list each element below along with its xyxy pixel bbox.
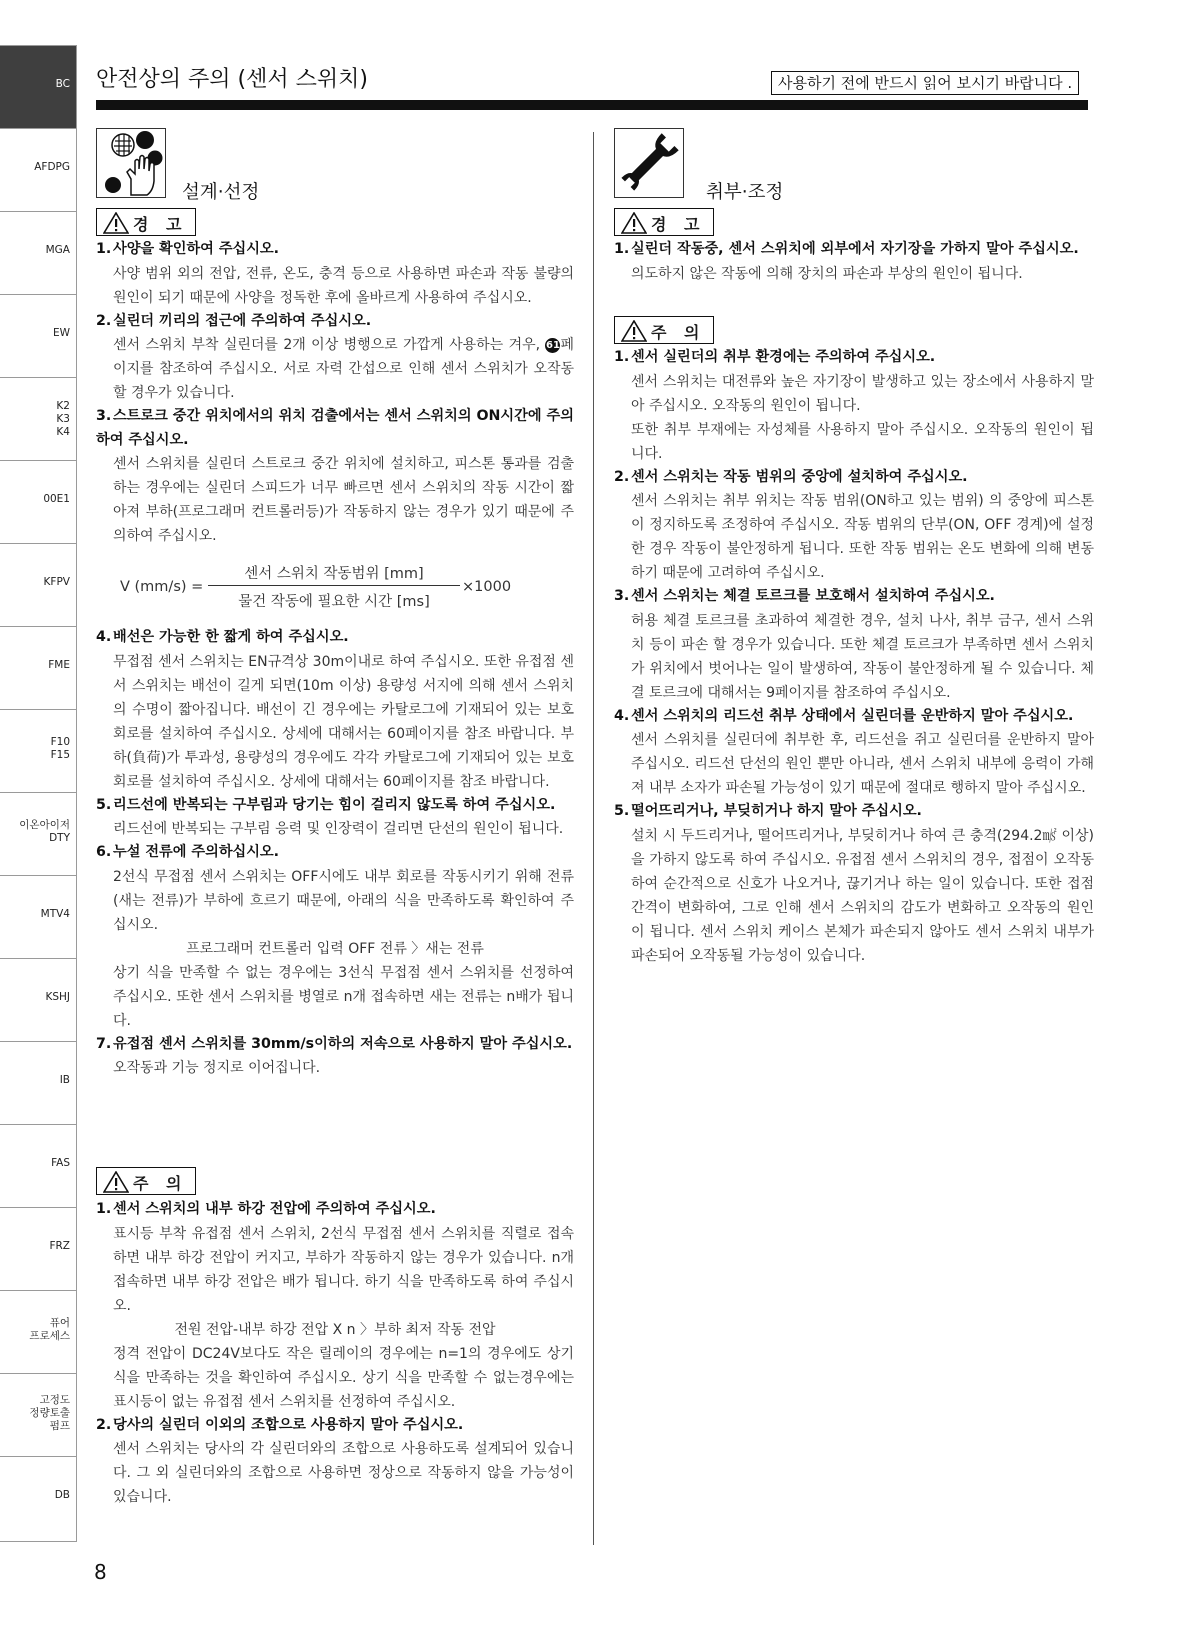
side-tab-kshj[interactable]: KSHJ (0, 958, 77, 1043)
read-before-use-notice: 사용하기 전에 반드시 읽어 보시기 바랍니다 . (771, 71, 1079, 95)
side-tab-ionizer-dty[interactable]: 이온아이저 DTY (0, 792, 77, 877)
page-title: 안전상의 주의 (센서 스위치) (96, 67, 368, 92)
caution-badge: 주 의 (96, 1167, 196, 1195)
caution-item: 5. 떨어뜨리거나, 부딪히거나 하지 말아 주십시오. 설치 시 두드리거나, 떨어뜨리거나, 부딪히거나 하여 큰 충격(294.2㎨ 이상)을 가하지 않도록 하여 주십시오. 유접점 센서 스위치의 경우, 접점이 오작동하여 순간적으로 신호가 나오거나, 끊기거나 하는 일이 있습니다. 또한 접점 간격이 변화하여, 그로 인해 센서 스위치의 감도가 변화하고 오작동의 원인이 됩니다. 센서 스위치 케이스 본체가 파손되지 않아도 센서 스위치 내부가 파손되어 오작동될 가능성이 있습니다. (614, 803, 1094, 964)
caution-item: 1. 센서 스위치의 내부 하강 전압에 주의하여 주십시오. 표시등 부착 유접점 센서 스위치, 2선식 무접점 센서 스위치를 직렬로 접속하면 내부 하강 전압이 커지고, 부하가 작동하지 않는 경우가 있습니다. n개 접속하면 내부 하강 전압은 배가 됩니다. 하기 식을 만족하도록 하여 주십시오. 전원 전압-내부 하강 전압 X n 〉부하 최저 작동 전압 정격 전압이 DC24V보다도 작은 릴레이의 경우에는 n=1의 경우에도 상기 식을 만족하는 것을 확인하여 주십시오. 상기 식을 만족할 수 없는경우에는 표시등이 없는 유접점 센서 스위치를 선정하여 주십시오. (96, 1201, 574, 1410)
side-tab-bc[interactable]: BC (0, 45, 77, 130)
side-tab-mga[interactable]: MGA (0, 211, 77, 296)
formula-numerator: 센서 스위치 작동범위 [mm] (244, 566, 424, 582)
fraction-bar (208, 585, 460, 586)
page-number: 8 (94, 1560, 107, 1584)
side-tab-dispense-pump[interactable]: 고정도 정량토출 펌프 (0, 1373, 77, 1458)
formula-multiplier: ×1000 (462, 579, 512, 595)
title-rule (96, 100, 1088, 110)
column-divider (593, 132, 594, 1545)
caution-item: 2. 센서 스위치는 작동 범위의 중앙에 설치하여 주십시오. 센서 스위치는 취부 위치는 작동 범위(ON하고 있는 범위) 의 중앙에 피스톤이 정지하도록 조정하여 주십시오. 작동 범위의 단부(ON, OFF 경계)에 설정한 경우 작동이 불안정하게 됩니다. 또한 작동 범위는 온도 변화에 의해 변동하기 때문에 고려하여 주십시오. (614, 468, 1094, 581)
warning-badge: 경 고 (96, 208, 196, 236)
caution-triangle-icon (103, 1171, 129, 1193)
side-tab-pure-process[interactable]: 퓨어 프로세스 (0, 1290, 77, 1375)
wrench-icon (614, 128, 684, 198)
side-tab-db[interactable]: DB (0, 1456, 77, 1542)
caution-item: 1. 센서 실린더의 취부 환경에는 주의하여 주십시오. 센서 스위치는 대전류와 높은 자기장이 발생하고 있는 장소에서 사용하지 말아 주십시오. 오작동의 원인이 됩니다. 또한 취부 부재에는 자성체를 사용하지 말아 주십시오. 오작동의 원인이 됩니다. (614, 349, 1094, 462)
side-index-tabs (0, 45, 77, 1547)
warning-item: 6. 누설 전류에 주의하십시오. 2선식 무접점 센서 스위치는 OFF시에도 내부 회로를 작동시키기 위해 전류(새는 전류)가 부하에 흐르기 때문에, 아래의 식을 만족하도록 확인하여 주십시오. 프로그래머 컨트롤러 입력 OFF 전류 〉새는 전류 상기 식을 만족할 수 없는 경우에는 3선식 무접점 센서 스위치를 선정하여 주십시오. 또한 센서 스위치를 병열로 n개 접속하면 새는 전류는 n배가 됩니다. (96, 844, 574, 1029)
caution-item: 4. 센서 스위치의 리드선 취부 상태에서 실린더를 운반하지 말아 주십시오. 센서 스위치를 실린더에 취부한 후, 리드선을 쥐고 실린더를 운반하지 말아 주십시오. 리드선 단선의 원인 뿐만 아니라, 센서 스위치 내부에 응력이 가해져 내부 소자가 파손될 가능성이 있기 때문에 절대로 행하지 말아 주십시오. (614, 707, 1094, 796)
voltage-drop-formula: 전원 전압-내부 하강 전압 X n 〉부하 최저 작동 전압 (174, 1321, 496, 1338)
formula-lhs: V (mm/s) = (120, 579, 204, 595)
hand-selecting-icon (96, 128, 166, 198)
section-title-mounting-adjustment: 취부·조정 (706, 182, 784, 203)
design-warnings-list (96, 238, 574, 1080)
caution-badge: 주 의 (614, 316, 714, 344)
warning-item: 7. 유접점 센서 스위치를 30mm/s이하의 저속으로 사용하지 말아 주십시오. 오작동과 기능 정지로 이어집니다. (96, 1035, 573, 1076)
caution-item: 2. 당사의 실린더 이외의 조합으로 사용하지 말아 주십시오. 센서 스위치는 당사의 각 실린더와의 조합으로 사용하도록 설계되어 있습니다. 그 외 실린더와의 조합으로 사용하면 정상으로 작동하지 않을 가능성이 있습니다. (96, 1416, 574, 1505)
speed-formula (96, 560, 574, 620)
side-tab-k2-k3-k4[interactable]: K2 K3 K4 (0, 377, 77, 462)
design-cautions-list (96, 1198, 574, 1509)
mounting-cautions-list (614, 346, 1094, 968)
warning-item: 5. 리드선에 반복되는 구부림과 당기는 힘이 걸리지 않도록 하여 주십시오. 리드선에 반복되는 구부림 응력 및 인장력이 걸리면 단선의 원인이 됩니다. (96, 796, 564, 837)
side-tab-frz[interactable]: FRZ (0, 1207, 77, 1292)
side-tab-ew[interactable]: EW (0, 294, 77, 379)
side-tab-afdpg[interactable]: AFDPG (0, 128, 77, 213)
warning-item: 1. 사양을 확인하여 주십시오. 사양 범위 외의 전압, 전류, 온도, 충격 등으로 사용하면 파손과 작동 불량의 원인이 되기 때문에 사양을 정독한 후에 올바르게 사용하여 주십시오. (96, 241, 574, 306)
warning-badge: 경 고 (614, 208, 714, 236)
caution-item: 3. 센서 스위치는 체결 토르크를 보호해서 설치하여 주십시오. 허용 체결 토르크를 초과하여 체결한 경우, 설치 나사, 취부 금구, 센서 스위치 등이 파손 할 경우가 있습니다. 또한 체결 토르크가 부족하면 센서 스위치가 위치에서 벗어나는 일이 발생하여, 작동이 불안정하게 될 수 있습니다. 체결 토르크에 대해서는 9페이지를 참조하여 주십시오. (614, 588, 1094, 701)
side-tab-f10-f15[interactable]: F10 F15 (0, 709, 77, 794)
caution-triangle-icon (621, 320, 647, 342)
side-tab-fas[interactable]: FAS (0, 1124, 77, 1209)
warning-item: 3. 스트로크 중간 위치에서의 위치 검출에서는 센서 스위치의 ON시간에 주의하여 주십시오. 센서 스위치를 실린더 스트로크 중간 위치에 설치하고, 피스톤 통과를 검출하는 경우에는 실린더 스피드가 너무 빠르면 센서 스위치의 작동 시간이 짧아져 부하(프로그래머 컨트롤러등)가 작동하지 않는 경우가 있기 때문에 주의하여 주십시오. (96, 408, 574, 544)
warning-item: 1. 실린더 작동중, 센서 스위치에 외부에서 자기장을 가하지 말아 주십시오. 의도하지 않은 작동에 의해 장치의 파손과 부상의 원인이 됩니다. (614, 241, 1079, 282)
page-reference-badge: 61 (546, 340, 560, 351)
side-tab-mtv4[interactable]: MTV4 (0, 875, 77, 960)
warning-item: 4. 배선은 가능한 한 짧게 하여 주십시오. 무접점 센서 스위치는 EN규격상 30m이내로 하여 주십시오. 또한 유접점 센서 스위치는 배선이 길게 되면(10m 이상) 용량성 서지에 의해 센서 스위치의 수명이 짧아집니다. 배선이 긴 경우에는 카탈로그에 기재되어 있는 보호 회로를 설치하여 주십시오. 상세에 대해서는 60페이지를 참조 바랍니다. 부하(負荷)가 투과성, 용량성의 경우에도 각각 카탈로그에 기재되어 있는 보호 회로를 설치하여 주십시오. 상세에 대해서는 60페이지를 참조 바랍니다. (96, 629, 574, 790)
leak-current-formula: 프로그래머 컨트롤러 입력 OFF 전류 〉새는 전류 (186, 940, 484, 957)
warning-triangle-icon (621, 212, 647, 234)
warning-triangle-icon (103, 212, 129, 234)
formula-denominator: 물건 작동에 필요한 시간 [ms] (238, 594, 430, 610)
mounting-warnings-list (614, 238, 1094, 286)
section-title-design-selection: 설계·선정 (182, 182, 260, 203)
side-tab-ib[interactable]: IB (0, 1041, 77, 1126)
side-tab-fme[interactable]: FME (0, 626, 77, 711)
side-tab-00e1[interactable]: 00E1 (0, 460, 77, 545)
side-tab-kfpv[interactable]: KFPV (0, 543, 77, 628)
warning-item: 2. 실린더 끼리의 접근에 주의하여 주십시오. 센서 스위치 부착 실린더를 2개 이상 병행으로 가깝게 사용하는 겨우, 61페이지를 참조하여 주십시오. 서로 자력 간섭으로 인해 센서 스위치가 오작동할 경우가 있습니다. (96, 312, 574, 401)
